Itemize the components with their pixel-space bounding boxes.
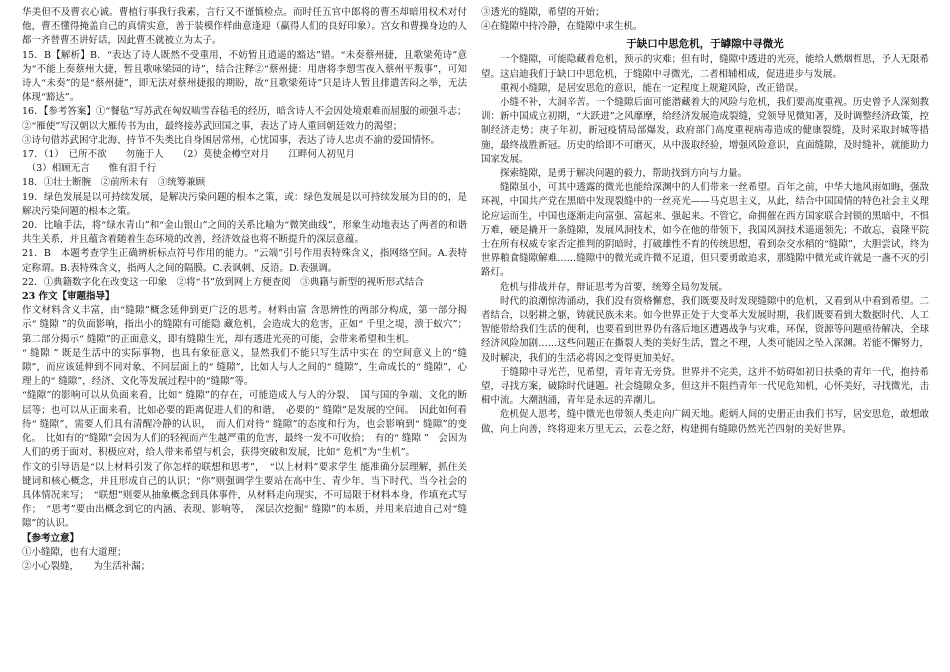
essay-body bbox=[481, 53, 929, 436]
left-column bbox=[22, 6, 467, 574]
section-heading: 【参考立意】 bbox=[22, 532, 80, 544]
answer-paragraph: ①小缝隙，也有大道理； bbox=[22, 546, 127, 558]
answer-line: ③透光的缝隙，希望的开始； bbox=[481, 7, 605, 18]
answer-paragraph: 20．比喻手法，将“绿水青山”和“金山银山”之间的关系比喻为“微笑曲线”，形象生动地表达了两者的和谐共生关系，并且蕴含着随着生态环境的改善，经济效益也将不断提升的深层意蕴。 bbox=[22, 220, 467, 246]
answer-paragraph: “缝隙”的影响可以从负面来看，比如“ 缝隙”的存在，可能造成人与人的分裂、 国与国的争端、文化的断层等；也可以从正面来看，比如必要的距离促进人们的和谐， 必要的“ 缝隙”是发展的空间。 因此如何看待“ 缝隙”，需要人们具有清醒冷静的认识， 而人们对待“ 缝隙”的态度和行为，也会影响到“ 缝隙”的变化。 比如有的“缝隙”会因为人们的轻视而产生越严重的危害，最终一发不可收拾； 有的“ 缝隙 ” 会因为人们的勇于面对、积极应对，给人带来希望与机会，获得突破和发展，比如“ 危机”为“生机”。 bbox=[22, 390, 467, 459]
essay-paragraph: 小缝不补，大洞辛苦。一个缝隙后面可能潜藏着大的风险与危机，我们要高度重视。历史曾予人深刻教训：新中国成立初期，“大跃进”之风靡摩，给经济发展造成裂缝，党领导见微知著，及时调整经济政策，控制经济走势；庚子年初，新冠疫情局部爆发，政府部门高度重视病毒造成的健康裂缝，及时采取封城等措施，最终战胜新冠。历史的给即不可磨灭，从中汲取经验，增强风险意识，直面缝隙，及时缝补，就能助力国家发展。 bbox=[481, 97, 929, 165]
answer-paragraph: 18．①壮士断腕 ②前所未有 ③统筹兼顾 bbox=[22, 177, 206, 189]
essay-paragraph: 危机与排战并存，辩证思考为首要，统筹全局勿发展。 bbox=[500, 281, 729, 293]
answer-paragraph: 17．（1） 已所不欲 勿施于人 （2）莫使金樽空对月 江畔何人初见月 bbox=[22, 149, 355, 161]
answer-paragraph: 15．B【解析】B．“表达了诗人既然不受重用，不妨暂且逍遥的豁达”错。“未奏蔡州捷，且歌梁苑诗”意为“不能上奏蔡州大捷，暂且歌咏梁园的诗”，结合注释②“蔡州捷：用唐将李愬雪夜入蔡州平叛事”，可知诗人“未奏”的是“蔡州捷”，即无法对蔡州捷报的期盼，故“且歌梁苑诗”只是诗人暂且排遣苦闷之举，无法体现“豁达”。 bbox=[22, 49, 467, 104]
answer-paragraph: 21．B 本题考查学生正确辨析标点符号作用的能力。“云端”引号作用表特殊含义，指网络空间。A.表特定称谓。B.表特殊含义，指两人之间的隔膜。C.表讽刺、反语。D.表强调。 bbox=[22, 248, 467, 274]
essay-paragraph: 时代的浪潮惊涛涌动，我们没有资格懈怠，我们既要及时发现缝隙中的危机，又看到从中看到希望。二者结合，以躬耕之躯，铸就民族未来。如今世界正处于大变革大发展时期，我们既要看到大数据时代、人工智能带给我们生活的便利，也要看到世界仍有落后地区遭遇战争与灾难，环保，资源等问题亟待解决，全球经济风险加剧……这些问题正在撕裂人类的美好生活，置之不理，人类可能因之坠入深渊。若能不懈努力，及时解决，我们的生活必将因之变得更加美好。 bbox=[481, 295, 929, 364]
answer-line: ④在缝隙中持冷静，在缝隙中求生机。 bbox=[481, 21, 643, 33]
answer-paragraph: ③诗句借苏武困守北海、持节不失类比自身困居常州，心忧国事，表达了诗人忠贞不渝的爱国情怀。 bbox=[22, 134, 441, 146]
essay-paragraph: 重视小缝隙，是居安思危的意识，能在一定程度上规避风险，改正错误。 bbox=[500, 82, 805, 94]
answer-paragraph: ②小心裂缝， 为生活补漏； bbox=[22, 560, 151, 572]
essay-paragraph: 于缝隙中寻光芒，见希望，青年青无旁贷。世界并不完美，这并不妨碍如初日扶桑的青年一代，抱持希望，寻找方案，破除时代谜题。社会缝隙众多，但这并不阻挡青年一代见危知机，心怀美好，寻找微光，击楫中流。大潮汹涌，青年是永远的弄潮儿。 bbox=[481, 366, 929, 407]
answer-paragraph: 作文材料含义丰富，由“缝隙”概念延伸到更广泛的思考。材料由富 含思辨性的两部分构成，第一部分揭示“ 缝隙 ”的负面影响，指出小的缝隙有可能隐 藏危机，会造成大的危害，正如“ 千里之堤，溃于蚁穴”；第二部分揭示“ 缝隙”的正面意义，即有缝隙生光，却有透进光亮的可能，会带来希望和生机。 bbox=[22, 305, 467, 345]
essay-paragraph: 危机促人思考，缝中微光也带领人类走向广阔天地。彪炳人间的史册正由我们书写，居安思危，敢想敢做，向上向善，终将迎来万里无云，云卷之舒，构建拥有缝隙仍然光芒四射的美好世界。 bbox=[481, 409, 929, 435]
answer-paragraph: “ 缝隙 ” 既是生活中的实际事物，也具有象征意义，显然我们不能只写生活中实在 的空间意义上的“缝隙”，而应该延伸到不同对象、不同层面上的“ 缝隙”，比如人与人之间的“ 缝隙”，生命成长的“ 缝隙”，心理上的“ 缝隙”，经济、文化等发展过程中的“缝隙”等。 bbox=[22, 347, 467, 388]
answer-paragraph: 19．绿色发展是以可持续发展，是解决污染问题的根本之策，或：绿色发展是以可持续发展为目的的，是解决污染问题的根本之策。 bbox=[22, 191, 467, 217]
answer-paragraph: 22．①典籍数字化在改变这一印象 ②将“书”放到网上方便查阅 ③典籍与新型的视听形式结合 bbox=[22, 276, 424, 288]
answer-paragraph: 作文的引导语是“以上材料引发了你怎样的联想和思考”， “以上材料”要求学生 能准确分层理解，抓住关键词和核心概念，并且形成自己的认识；“你”则强调学生要站在高中生、青少年、当下时代、当今社会的具体情况来写； “联想”则要从抽象概念到具体事件，从材料走向现实，不可局限于材料本身，作填充式写作； “思考”要由出概念到它的内涵、表现、影响等， 深层次挖掘“ 缝隙”的本质，并用来启迪自己对“缝隙”的认识。 bbox=[22, 461, 467, 530]
answer-paragraph: ②“雁使”写汉朝以大雁传书为由，最终接苏武回国之事，表达了诗人重回朝廷效力的渴望； bbox=[22, 120, 403, 132]
answer-paragraph: （3）相顾无言 惟有泪千行 bbox=[22, 163, 157, 175]
section-heading: 23 作文【审题指导】 bbox=[22, 291, 115, 303]
essay-paragraph: 一个缝隙，可能隐藏着危机，预示的灾难；但有时，缝隙中透进的光亮，能给人燃烟哲思，予人无限希望。这启迪我们于缺口中思危机，于缝隙中寻微光，二者相辅相成，促进进步与发展。 bbox=[481, 54, 929, 80]
right-column bbox=[481, 6, 929, 437]
answer-paragraph: 16．【参考答案】①“餐毡”写苏武在匈奴啮雪吞毡毛的经历，暗含诗人不会因处境艰难而屈服的顽强斗志； bbox=[22, 106, 467, 118]
essay-paragraph: 探索缝隙，是勇于解决问题的毅力，帮助找到方向与力量。 bbox=[500, 168, 748, 180]
answer-paragraph: 华美但不及曹衣心诚。曹植行事我行我素，言行又不谨慎检点。而时任五官中郎将的曹丕却暗用权术对付他，曹丕懂得掩盖自己的真情实意，善于装模作样曲意逢迎（赢得人们的良好印象）。宫女和曹操身边的人都一齐替曹丕讲好话，因此曹丕就被立为太子。 bbox=[22, 7, 467, 47]
essay-title: 于缺口中思危机，于罅隙中寻微光 bbox=[626, 38, 784, 51]
essay-paragraph: 缝隙虽小，可其中透露的微光也能给深渊中的人们带来一丝希望。百年之前，中华大地风雨如晦，强敌环视，中国共产党在黑暗中发现裂缝中的一丝亮光——马克思主义，从此，结合中国国情的特色社会主义理论应运而生，中国也逐渐走向富强、富起来、强起来。不管它，命拥催在西方国家联合封锁的黑暗中，不惧万难，硬是撬开一条缝隙，发展风洞技术，如今在他的带领下，我国风洞技术遥遥领先；不敢忘，袁隆平院士在所有权威专家否定推判的阴暗时，打破雄性不育的传统思想，看到杂交水稻的“缝隙”，大胆尝试，终为世界粮食缝隙解难……缝隙中的微光或许微不足道，但只要勇敢追求，那缝隙中微光或许就是一盏不灭的引路灯。 bbox=[481, 182, 929, 279]
